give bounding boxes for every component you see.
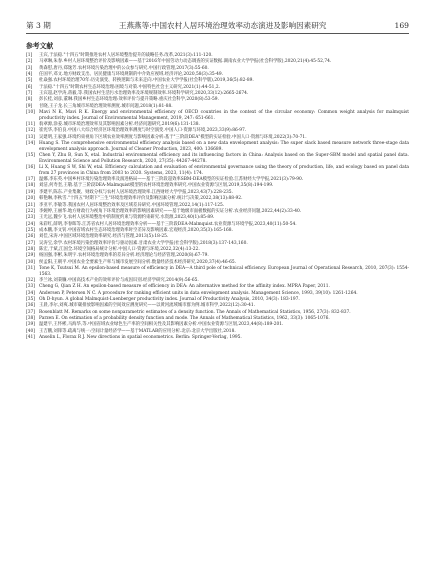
reference-text: 王光远,魏少飞.农村人居环境整治中的制度约束与资源约束研究.水资源,2023,40(1):85-89. bbox=[39, 215, 215, 221]
reference-number: [24] bbox=[26, 221, 35, 227]
reference-item bbox=[26, 66, 409, 72]
reference-text: Parzen E. On estimation of a probability density function and mode. The Annals of Mathematical Statistics, 1962, 33(3): 1065-1076. bbox=[39, 316, 330, 321]
reference-number: [10] bbox=[26, 110, 35, 116]
reference-number: [2] bbox=[26, 59, 33, 65]
reference-number: [9] bbox=[26, 103, 33, 109]
reference-number: [27] bbox=[26, 240, 35, 246]
reference-list bbox=[26, 53, 409, 341]
reference-item bbox=[26, 78, 409, 84]
reference-number: [33] bbox=[26, 284, 35, 290]
reference-item bbox=[26, 190, 409, 196]
reference-text: 王吉鹏,刘锋等.疏离与统一:空间计量经济学——基于MATLAB的应用分析.北京:北京大学出版社,2018. bbox=[39, 328, 236, 334]
reference-item bbox=[26, 177, 409, 183]
reference-item bbox=[26, 310, 409, 316]
reference-item bbox=[26, 97, 409, 103]
reference-number: [38] bbox=[26, 316, 35, 321]
reference-item bbox=[26, 196, 409, 202]
reference-number: [5] bbox=[26, 78, 33, 84]
section-title: 参考文献 bbox=[26, 42, 54, 50]
reference-number: [11] bbox=[26, 122, 35, 128]
reference-item bbox=[26, 215, 409, 221]
reference-item bbox=[26, 247, 409, 253]
reference-item bbox=[26, 222, 409, 228]
reference-text: 李婉婷,王丽华.地方财政行为视角下环境治理效率的影响因素研究——基于地级市面板数据的实证分析.农业经济问题,2022,44(2):33-40. bbox=[39, 208, 302, 214]
reference-number: [36] bbox=[26, 303, 35, 309]
reference-text: 侯孟阳,王朝平.中国农业全要素生产率与城市发展空间分析.数量经济技术经济研究,2020,37(4):46-65. bbox=[39, 259, 237, 265]
reference-text: 王宾超,赵学涛,蒋毅,等.我国农村生活污水治理效率及环境规制效率.环境科学研究,2020,33(12):2665-2674. bbox=[39, 91, 249, 97]
reference-number: [41] bbox=[26, 335, 35, 341]
issue-label: 第 3 期 bbox=[26, 21, 51, 30]
reference-text: Andersen P, Petersen N C. A procedure for ranking efficient units in data envelopment analysis. Management Science, 1993, 39(10): 1261-1264. bbox=[39, 290, 358, 296]
reference-number: [26] bbox=[26, 234, 35, 240]
reference-number: [28] bbox=[26, 246, 35, 252]
reference-item bbox=[26, 203, 409, 209]
reference-number: [4] bbox=[26, 72, 33, 78]
reference-item bbox=[26, 141, 409, 152]
page-number: 169 bbox=[394, 21, 409, 30]
reference-number: [30] bbox=[26, 259, 35, 265]
reference-item bbox=[26, 209, 409, 215]
reference-item bbox=[26, 72, 409, 78]
reference-item bbox=[26, 322, 409, 328]
reference-number: [7] bbox=[26, 91, 33, 97]
reference-item bbox=[26, 253, 409, 259]
reference-number: [31] bbox=[26, 265, 35, 271]
reference-number: [39] bbox=[26, 322, 35, 328]
reference-item bbox=[26, 104, 409, 110]
reference-number: [15] bbox=[26, 153, 35, 159]
reference-number: [17] bbox=[26, 177, 35, 183]
reference-text: 朱彩红,薛明,李春晖等.江苏省农村人居环境治理效率分析——基于三阶段DEA-Malmquist.农业资源与环境学报,2023,40(11):50-54. bbox=[39, 221, 297, 227]
reference-item bbox=[26, 260, 409, 266]
reference-item bbox=[26, 53, 409, 59]
reference-item bbox=[26, 284, 409, 290]
reference-number: [16] bbox=[26, 165, 35, 171]
page-header bbox=[26, 20, 409, 34]
reference-item bbox=[26, 228, 409, 234]
reference-number: [1] bbox=[26, 53, 33, 58]
reference-item bbox=[26, 85, 409, 91]
reference-text: 李兰冰,刘秉镰.中国高技术产业的效率评价与成因识别.经济学研究,2014(9):56-65. bbox=[39, 277, 199, 283]
reference-item bbox=[26, 266, 409, 277]
reference-item bbox=[26, 153, 409, 164]
reference-item bbox=[26, 291, 409, 297]
reference-item bbox=[26, 110, 409, 121]
reference-text: 王晨,李尔,刘爽.城市碳排放影响因素的空间效应测度研究——以黄河流域城市群为例.城市科学,2022(12):30-41. bbox=[39, 303, 255, 309]
reference-text: 翁翠源,涂姜.城市环境治理效率及其影响因素分析.经济问题研究,2019(6):131-138. bbox=[39, 122, 200, 128]
reference-item bbox=[26, 303, 409, 309]
reference-text: 刘佳,宋涛.中国区域环境治理效率研究.经济与管理,2013(5):18-25. bbox=[39, 234, 169, 240]
reference-item bbox=[26, 128, 409, 134]
reference-item bbox=[26, 278, 409, 284]
reference-text: Rosenblatt M. Remarks on some nonparametric estimates of a density function. The Annals of Mathematical Statistics, 1956, 27(3): 832-837. bbox=[39, 309, 351, 315]
reference-item bbox=[26, 335, 409, 341]
reference-text: 吴涛宝,余学.农村环境污染治理效率评价与驱动因素.甘肃农业大学学报(社会科学版),2018(3):137-143,160. bbox=[39, 240, 248, 246]
reference-item bbox=[26, 297, 409, 303]
reference-number: [25] bbox=[26, 227, 35, 233]
reference-number: [14] bbox=[26, 141, 35, 147]
reference-text: Mavi N K, Mavi R K. Energy and environmental efficiency of OECD countries in the context of the circular economy: Common weight analysis for malmquist productivity index. Journal of Environmental Management, 2019, 247: 651-661. bbox=[39, 110, 409, 121]
reference-number: [34] bbox=[26, 290, 35, 296]
reference-item bbox=[26, 165, 409, 176]
reference-text: Cheng G, Qian Z H. An epsilon-based measure of efficiency in DEA: An alternative method for the affinity index. MPRA Paper, 2011. bbox=[39, 284, 330, 290]
reference-text: Chen Y, Zhu B, Sun X, etal. Industrial environmental efficiency and its influencing factors in China: Analysis based on the Super-SBM model and spatial panel data. Environmental Science and Pollution Research, 2020, 27(35): 44267-44278. bbox=[39, 153, 409, 164]
reference-text: 温建宇,王怀彬,马海华,等.中国省域农业绿色生产率的空间相关性及其影响因素分析.中国农业资源与区划,2023,44(8):189-201. bbox=[39, 322, 284, 328]
reference-text: Li X, Huang S W, Shi W, etal. Efficiency calculation and evaluation of environmental governance using the theory of production, life, and ecology based on panel data from 27 provinces in China from 2003 to 2020. Systems, 2023, 11(4): 174. bbox=[39, 165, 409, 176]
reference-number: [19] bbox=[26, 189, 35, 195]
reference-item bbox=[26, 59, 409, 65]
reference-text: 刘洁,何寿奎,王敬.基于三阶段DEA-Malmquist模型的农村环境治理效率研究.中国农业资源与区划,2019,35(8):194-199. bbox=[39, 183, 274, 189]
reference-number: [21] bbox=[26, 202, 35, 208]
reference-text: 韩艳琳,李秋雪."十四五"时期下"三生"环境治理效率评价及影响因素分析.统计与决策,2022,38(13):88-92. bbox=[39, 196, 243, 202]
reference-text: 吴建明,王家强.环境约束视角下区域农业效率测度与影响因素分析:基于"三阶段DEA"模型的实证检验.中国人口·资源与环境,2022(3):70-71. bbox=[39, 134, 307, 140]
reference-text: 于法稳."十四五"时期农村生态环境治理:困境与对策.中国特色社会主义研究,2021(1):44-51,2. bbox=[39, 84, 220, 90]
reference-text: 任国平,邓文.地方财政支出、居民健康与环境规制的中介效应视域.经济评论,2020,58(3):35-49. bbox=[39, 72, 224, 78]
reference-item bbox=[26, 329, 409, 335]
reference-number: [6] bbox=[26, 84, 33, 90]
reference-text: 崔宪华,李伯良.中国八大综合经济区环境治理效率测度与时空演变.中国人口·资源与环境,2023,33(9):86-97. bbox=[39, 128, 247, 134]
reference-number: [3] bbox=[26, 65, 33, 71]
reference-number: [18] bbox=[26, 183, 35, 189]
reference-item bbox=[26, 183, 409, 189]
reference-number: [22] bbox=[26, 208, 35, 214]
reference-number: [29] bbox=[26, 253, 35, 259]
reference-item bbox=[26, 241, 409, 247]
reference-text: 陈宏,于斌,江国全.环境空间格局统计分析.中国人口·资源与环境,2022,32(4):13-22. bbox=[39, 246, 200, 252]
reference-text: 温娜,李东英.中国乡村环境污染治理效率及演进格局——基于三阶段超效率SBM-DEA模型的实证检验.江苏财经大学学报,2021(3):79-90. bbox=[39, 177, 304, 183]
reference-number: [32] bbox=[26, 277, 35, 283]
reference-text: 黄森慰,唐丹,郑逸芳.农村环境污染治理中的公众参与研究.中国行政管理,2017(3):55-60. bbox=[39, 65, 209, 71]
reference-item bbox=[26, 135, 409, 141]
reference-number: [13] bbox=[26, 134, 35, 140]
reference-text: 杜焱强.农村环境治理70年:历史演变、转换逻辑与未来走向.中国农业大学学报(社会科学版),2019,36(5):82-89. bbox=[39, 78, 254, 84]
reference-text: Tone K, Tsutsui M. An epsilon-based measure of efficiency in DEA—A third pole of technical efficiency. European Journal of Operational Research, 2010, 207(3): 1554-1563. bbox=[39, 265, 409, 277]
reference-text: 甘晓,王子龙.长三角城市环境治理效率测度.城市问题,2018(1):81-88. bbox=[39, 103, 173, 109]
reference-item bbox=[26, 234, 409, 240]
reference-item bbox=[26, 91, 409, 97]
reference-number: [40] bbox=[26, 328, 35, 334]
reference-text: 彭长桂,刘彦,董琳.我国乡村生态环境治理:效率评价与提升策略.重庆社会科学,2020(8):53-59. bbox=[39, 97, 219, 103]
reference-text: 王宾,于法稳."十四五"时期推进农村人居环境整治提升的战略任务.改革,2021(3):111-120. bbox=[39, 53, 213, 58]
reference-item bbox=[26, 316, 409, 322]
reference-number: [20] bbox=[26, 196, 35, 202]
reference-text: 李建平,陈东.产业集聚、财政分权与农村人居环境治理效率.江西财经大学学报,2023,43(7):228-235. bbox=[39, 189, 233, 195]
reference-text: 杨国强,李彬,朱明宇.农村环境治理效率的差异分析.经济理论与经济管理,2020(8):67-79. bbox=[39, 253, 209, 259]
reference-item bbox=[26, 122, 409, 128]
reference-text: 马翠琳,朱春.乡村人居环境整治评价及影响因素——基于2016年中国劳动力动态调查的实证数据.湖南农业大学学报(社会科学版),2020,21(4):45-52,74. bbox=[39, 59, 332, 65]
reference-number: [8] bbox=[26, 97, 33, 103]
reference-text: Oh D-hyun. A global Malmquist-Luenberger productivity index. Journal of Productivity Analysis, 2010, 34(3): 183-197. bbox=[39, 296, 300, 302]
reference-number: [23] bbox=[26, 215, 35, 221]
reference-number: [12] bbox=[26, 128, 35, 134]
reference-text: 李亚平,李敏等.我国农村人居环境整治效率及区域差异研究.中国环境管理,2022,14(1):117-125. bbox=[39, 202, 225, 208]
reference-text: 成本鹏,李文钊.中国省域农村生态环境治理效率时空差异及影响因素.宏观经济,2020,35(3):165-168. bbox=[39, 227, 233, 233]
reference-number: [37] bbox=[26, 309, 35, 315]
running-title: 王燕燕等:中国农村人居环境治理效率动态演进及影响因素研究 bbox=[118, 21, 327, 30]
reference-text: Huang S. The comprehensive environmental efficiency analysis based on a new data envelopment analysis: The super slack based measure network three-stage data envelopment analysis approach. Journal of Cleaner Production, 2023, 400: 136689. bbox=[39, 141, 409, 152]
reference-text: Anselin L, Florax R J. New directions in spatial econometrics. Berlin: Springer-Verlag, 1995. bbox=[39, 335, 242, 341]
reference-number: [35] bbox=[26, 296, 35, 302]
